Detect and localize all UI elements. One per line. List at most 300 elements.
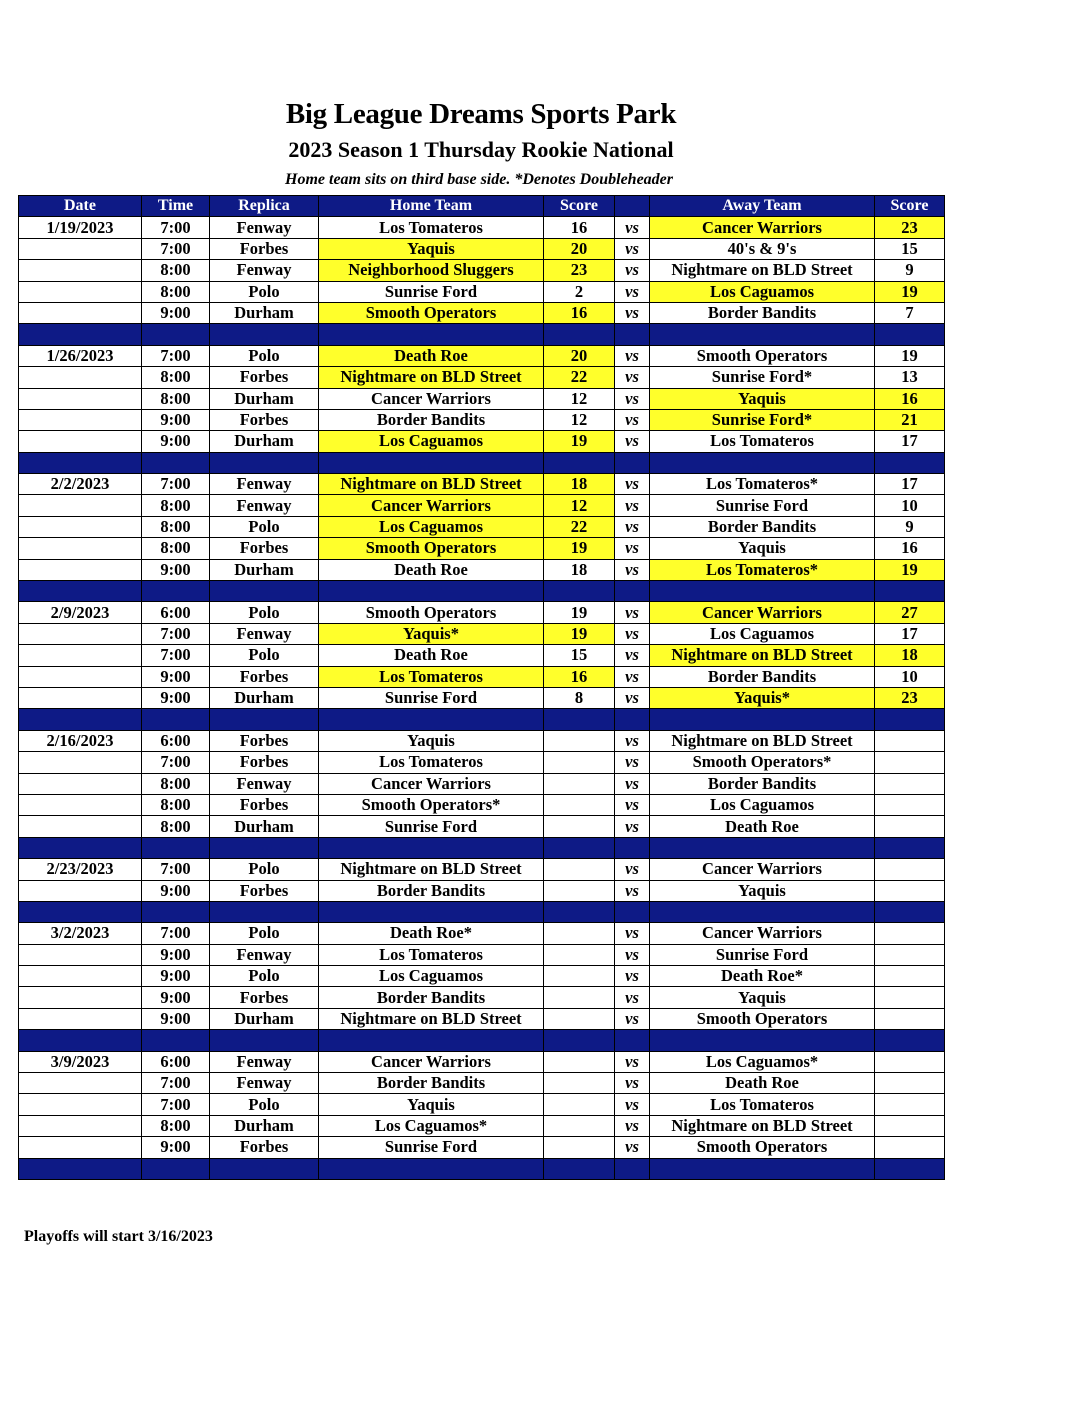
game-time: 9:00 [142, 1008, 210, 1029]
game-row [19, 859, 945, 880]
col-header-vs [615, 196, 650, 217]
away-score [875, 1094, 945, 1115]
week-separator-row [19, 581, 945, 602]
vs-label: vs [615, 816, 650, 837]
game-row [19, 880, 945, 901]
game-date [19, 538, 142, 559]
game-replica: Fenway [210, 217, 319, 238]
game-date [19, 880, 142, 901]
game-row [19, 260, 945, 281]
game-time: 8:00 [142, 495, 210, 516]
separator-cell [615, 1030, 650, 1051]
game-date [19, 687, 142, 708]
away-team: Los Tomateros [650, 1094, 875, 1115]
vs-label: vs [615, 859, 650, 880]
separator-cell [544, 1030, 615, 1051]
game-row [19, 923, 945, 944]
game-date [19, 388, 142, 409]
separator-cell [319, 709, 544, 730]
separator-cell [142, 901, 210, 922]
vs-label: vs [615, 559, 650, 580]
vs-label: vs [615, 1073, 650, 1094]
home-score [544, 880, 615, 901]
game-replica: Forbes [210, 409, 319, 430]
game-time: 9:00 [142, 987, 210, 1008]
home-score [544, 944, 615, 965]
home-score: 22 [544, 367, 615, 388]
away-team: Los Tomateros [650, 431, 875, 452]
vs-label: vs [615, 730, 650, 751]
game-replica: Forbes [210, 367, 319, 388]
home-team: Neighborhood Sluggers [319, 260, 544, 281]
game-date [19, 666, 142, 687]
game-date [19, 987, 142, 1008]
game-time: 6:00 [142, 602, 210, 623]
separator-cell [875, 324, 945, 345]
game-time: 9:00 [142, 431, 210, 452]
vs-label: vs [615, 238, 650, 259]
game-replica: Durham [210, 1115, 319, 1136]
game-row [19, 1094, 945, 1115]
away-score: 10 [875, 495, 945, 516]
game-time: 8:00 [142, 367, 210, 388]
away-score [875, 987, 945, 1008]
away-team: Nightmare on BLD Street [650, 1115, 875, 1136]
game-date: 2/2/2023 [19, 474, 142, 495]
game-date [19, 495, 142, 516]
separator-cell [210, 1030, 319, 1051]
page-subtitle: 2023 Season 1 Thursday Rookie National [288, 137, 674, 162]
col-header-date: Date [19, 196, 142, 217]
home-team: Los Caguamos* [319, 1115, 544, 1136]
game-date: 3/9/2023 [19, 1051, 142, 1072]
home-score: 16 [544, 217, 615, 238]
away-score: 23 [875, 217, 945, 238]
game-time: 8:00 [142, 1115, 210, 1136]
home-score [544, 966, 615, 987]
away-team: Smooth Operators [650, 1008, 875, 1029]
game-date [19, 431, 142, 452]
away-score: 17 [875, 431, 945, 452]
game-date: 2/9/2023 [19, 602, 142, 623]
game-date [19, 816, 142, 837]
schedule-body [19, 217, 945, 1180]
game-row [19, 431, 945, 452]
away-score: 27 [875, 602, 945, 623]
home-score [544, 1051, 615, 1072]
home-score: 18 [544, 559, 615, 580]
home-score: 2 [544, 281, 615, 302]
game-replica: Fenway [210, 260, 319, 281]
home-score: 23 [544, 260, 615, 281]
game-replica: Forbes [210, 730, 319, 751]
game-time: 8:00 [142, 816, 210, 837]
home-team: Sunrise Ford [319, 816, 544, 837]
week-separator-row [19, 324, 945, 345]
home-team: Sunrise Ford [319, 281, 544, 302]
separator-cell [142, 709, 210, 730]
separator-cell [142, 1030, 210, 1051]
separator-cell [210, 901, 319, 922]
separator-cell [319, 1158, 544, 1179]
separator-cell [210, 709, 319, 730]
game-row [19, 794, 945, 815]
vs-label: vs [615, 1051, 650, 1072]
game-time: 7:00 [142, 752, 210, 773]
separator-cell [19, 709, 142, 730]
game-time: 6:00 [142, 730, 210, 751]
separator-cell [875, 452, 945, 473]
away-team: Los Tomateros* [650, 474, 875, 495]
away-team: Los Tomateros* [650, 559, 875, 580]
vs-label: vs [615, 388, 650, 409]
vs-label: vs [615, 645, 650, 666]
game-time: 8:00 [142, 794, 210, 815]
home-score [544, 1115, 615, 1136]
away-score [875, 1137, 945, 1158]
away-score [875, 1008, 945, 1029]
separator-cell [210, 452, 319, 473]
vs-label: vs [615, 752, 650, 773]
separator-cell [19, 1158, 142, 1179]
separator-cell [544, 709, 615, 730]
game-date [19, 773, 142, 794]
game-replica: Durham [210, 559, 319, 580]
game-row [19, 1073, 945, 1094]
game-replica: Forbes [210, 880, 319, 901]
home-team: Yaquis [319, 238, 544, 259]
game-date [19, 752, 142, 773]
home-team: Cancer Warriors [319, 773, 544, 794]
week-separator-row [19, 452, 945, 473]
vs-label: vs [615, 623, 650, 644]
game-row [19, 1008, 945, 1029]
vs-label: vs [615, 773, 650, 794]
separator-cell [615, 837, 650, 858]
away-score: 7 [875, 302, 945, 323]
game-date [19, 944, 142, 965]
game-time: 9:00 [142, 1137, 210, 1158]
home-team: Yaquis [319, 1094, 544, 1115]
vs-label: vs [615, 431, 650, 452]
home-score: 19 [544, 431, 615, 452]
col-header-home-score: Score [544, 196, 615, 217]
game-row [19, 281, 945, 302]
away-score [875, 859, 945, 880]
game-time: 8:00 [142, 281, 210, 302]
col-header-away-score: Score [875, 196, 945, 217]
footer-note: Playoffs will start 3/16/2023 [24, 1228, 213, 1245]
game-row [19, 302, 945, 323]
game-row [19, 752, 945, 773]
away-score: 23 [875, 687, 945, 708]
home-team: Los Caguamos [319, 431, 544, 452]
game-row [19, 538, 945, 559]
vs-label: vs [615, 1137, 650, 1158]
away-score: 21 [875, 409, 945, 430]
separator-cell [650, 324, 875, 345]
away-team: Los Caguamos [650, 794, 875, 815]
home-score: 20 [544, 238, 615, 259]
away-score: 18 [875, 645, 945, 666]
game-row [19, 388, 945, 409]
col-header-replica: Replica [210, 196, 319, 217]
game-time: 8:00 [142, 516, 210, 537]
home-score: 12 [544, 388, 615, 409]
game-row [19, 773, 945, 794]
home-score [544, 987, 615, 1008]
game-replica: Forbes [210, 987, 319, 1008]
away-score [875, 752, 945, 773]
game-date [19, 645, 142, 666]
away-team: Sunrise Ford [650, 495, 875, 516]
home-team: Cancer Warriors [319, 388, 544, 409]
game-time: 9:00 [142, 302, 210, 323]
separator-cell [142, 837, 210, 858]
separator-cell [319, 452, 544, 473]
separator-cell [615, 901, 650, 922]
game-date [19, 302, 142, 323]
vs-label: vs [615, 281, 650, 302]
separator-cell [544, 1158, 615, 1179]
home-score [544, 730, 615, 751]
game-replica: Forbes [210, 794, 319, 815]
separator-cell [544, 452, 615, 473]
week-separator-row [19, 1158, 945, 1179]
game-date [19, 623, 142, 644]
home-team: Border Bandits [319, 1073, 544, 1094]
game-replica: Forbes [210, 666, 319, 687]
separator-cell [19, 837, 142, 858]
home-score: 12 [544, 409, 615, 430]
away-team: Border Bandits [650, 773, 875, 794]
page-title: Big League Dreams Sports Park [285, 98, 677, 130]
home-team: Los Tomateros [319, 944, 544, 965]
home-team: Cancer Warriors [319, 495, 544, 516]
vs-label: vs [615, 367, 650, 388]
home-score: 8 [544, 687, 615, 708]
game-row [19, 516, 945, 537]
week-separator-row [19, 901, 945, 922]
game-replica: Fenway [210, 623, 319, 644]
home-team: Los Caguamos [319, 966, 544, 987]
home-score: 15 [544, 645, 615, 666]
home-team: Death Roe [319, 345, 544, 366]
game-date: 1/19/2023 [19, 217, 142, 238]
separator-cell [319, 1030, 544, 1051]
game-replica: Polo [210, 602, 319, 623]
away-team: Nightmare on BLD Street [650, 730, 875, 751]
home-team: Death Roe* [319, 923, 544, 944]
home-team: Smooth Operators [319, 602, 544, 623]
away-team: Death Roe [650, 816, 875, 837]
away-team: Death Roe [650, 1073, 875, 1094]
game-date [19, 1073, 142, 1094]
home-score: 22 [544, 516, 615, 537]
game-replica: Fenway [210, 474, 319, 495]
separator-cell [875, 1158, 945, 1179]
separator-cell [19, 581, 142, 602]
away-team: Los Caguamos* [650, 1051, 875, 1072]
game-replica: Forbes [210, 1137, 319, 1158]
vs-label: vs [615, 794, 650, 815]
away-team: Smooth Operators* [650, 752, 875, 773]
vs-label: vs [615, 260, 650, 281]
home-score: 20 [544, 345, 615, 366]
away-score [875, 1115, 945, 1136]
week-separator-row [19, 709, 945, 730]
home-team: Sunrise Ford [319, 687, 544, 708]
game-row [19, 987, 945, 1008]
separator-cell [319, 901, 544, 922]
vs-label: vs [615, 687, 650, 708]
separator-cell [615, 1158, 650, 1179]
home-score [544, 1073, 615, 1094]
game-row [19, 623, 945, 644]
away-team: Yaquis [650, 388, 875, 409]
game-time: 6:00 [142, 1051, 210, 1072]
away-score [875, 773, 945, 794]
game-row [19, 645, 945, 666]
game-date: 2/23/2023 [19, 859, 142, 880]
game-row [19, 966, 945, 987]
away-score [875, 944, 945, 965]
home-score: 19 [544, 538, 615, 559]
game-replica: Polo [210, 966, 319, 987]
game-replica: Polo [210, 859, 319, 880]
away-team: Nightmare on BLD Street [650, 260, 875, 281]
game-time: 7:00 [142, 345, 210, 366]
separator-cell [19, 324, 142, 345]
away-score: 15 [875, 238, 945, 259]
game-replica: Fenway [210, 1073, 319, 1094]
vs-label: vs [615, 345, 650, 366]
game-replica: Polo [210, 516, 319, 537]
game-time: 7:00 [142, 623, 210, 644]
game-row [19, 816, 945, 837]
away-score: 19 [875, 281, 945, 302]
away-team: Border Bandits [650, 666, 875, 687]
separator-cell [650, 1158, 875, 1179]
game-replica: Polo [210, 345, 319, 366]
game-date [19, 966, 142, 987]
home-team: Yaquis* [319, 623, 544, 644]
away-score [875, 880, 945, 901]
separator-cell [875, 709, 945, 730]
separator-cell [875, 901, 945, 922]
separator-cell [544, 837, 615, 858]
game-time: 7:00 [142, 1094, 210, 1115]
game-date [19, 1115, 142, 1136]
home-score [544, 794, 615, 815]
game-time: 7:00 [142, 474, 210, 495]
home-score: 18 [544, 474, 615, 495]
game-time: 9:00 [142, 409, 210, 430]
game-date: 1/26/2023 [19, 345, 142, 366]
separator-cell [650, 901, 875, 922]
game-date [19, 367, 142, 388]
home-team: Nightmare on BLD Street [319, 859, 544, 880]
away-score: 17 [875, 474, 945, 495]
vs-label: vs [615, 495, 650, 516]
away-score: 10 [875, 666, 945, 687]
game-row [19, 730, 945, 751]
game-time: 9:00 [142, 880, 210, 901]
home-team: Nightmare on BLD Street [319, 474, 544, 495]
separator-cell [210, 324, 319, 345]
vs-label: vs [615, 302, 650, 323]
separator-cell [544, 901, 615, 922]
vs-label: vs [615, 987, 650, 1008]
away-team: Cancer Warriors [650, 859, 875, 880]
home-team: Sunrise Ford [319, 1137, 544, 1158]
game-time: 9:00 [142, 559, 210, 580]
separator-cell [615, 709, 650, 730]
game-row [19, 1115, 945, 1136]
separator-cell [650, 581, 875, 602]
game-replica: Fenway [210, 944, 319, 965]
game-replica: Fenway [210, 495, 319, 516]
game-row [19, 345, 945, 366]
col-header-home-team: Home Team [319, 196, 544, 217]
game-replica: Polo [210, 923, 319, 944]
separator-cell [650, 709, 875, 730]
away-score: 19 [875, 559, 945, 580]
home-team: Los Tomateros [319, 752, 544, 773]
away-score [875, 1051, 945, 1072]
game-row [19, 602, 945, 623]
away-team: Cancer Warriors [650, 923, 875, 944]
game-replica: Fenway [210, 1051, 319, 1072]
vs-label: vs [615, 1115, 650, 1136]
home-score: 19 [544, 623, 615, 644]
home-team: Smooth Operators* [319, 794, 544, 815]
separator-cell [319, 324, 544, 345]
game-time: 9:00 [142, 666, 210, 687]
home-score [544, 1137, 615, 1158]
game-date [19, 794, 142, 815]
vs-label: vs [615, 409, 650, 430]
game-replica: Durham [210, 388, 319, 409]
game-date: 2/16/2023 [19, 730, 142, 751]
game-row [19, 1137, 945, 1158]
away-score [875, 1073, 945, 1094]
week-separator-row [19, 1030, 945, 1051]
game-row [19, 367, 945, 388]
game-replica: Durham [210, 1008, 319, 1029]
game-row [19, 474, 945, 495]
game-date: 3/2/2023 [19, 923, 142, 944]
separator-cell [319, 837, 544, 858]
away-score: 13 [875, 367, 945, 388]
separator-cell [650, 1030, 875, 1051]
home-team: Los Caguamos [319, 516, 544, 537]
game-time: 7:00 [142, 645, 210, 666]
game-row [19, 559, 945, 580]
away-score [875, 966, 945, 987]
vs-label: vs [615, 944, 650, 965]
separator-cell [875, 1030, 945, 1051]
home-score [544, 752, 615, 773]
game-time: 8:00 [142, 260, 210, 281]
game-time: 7:00 [142, 238, 210, 259]
home-team: Los Tomateros [319, 666, 544, 687]
home-team: Border Bandits [319, 987, 544, 1008]
game-time: 8:00 [142, 773, 210, 794]
home-team: Death Roe [319, 559, 544, 580]
game-replica: Polo [210, 281, 319, 302]
separator-cell [319, 581, 544, 602]
